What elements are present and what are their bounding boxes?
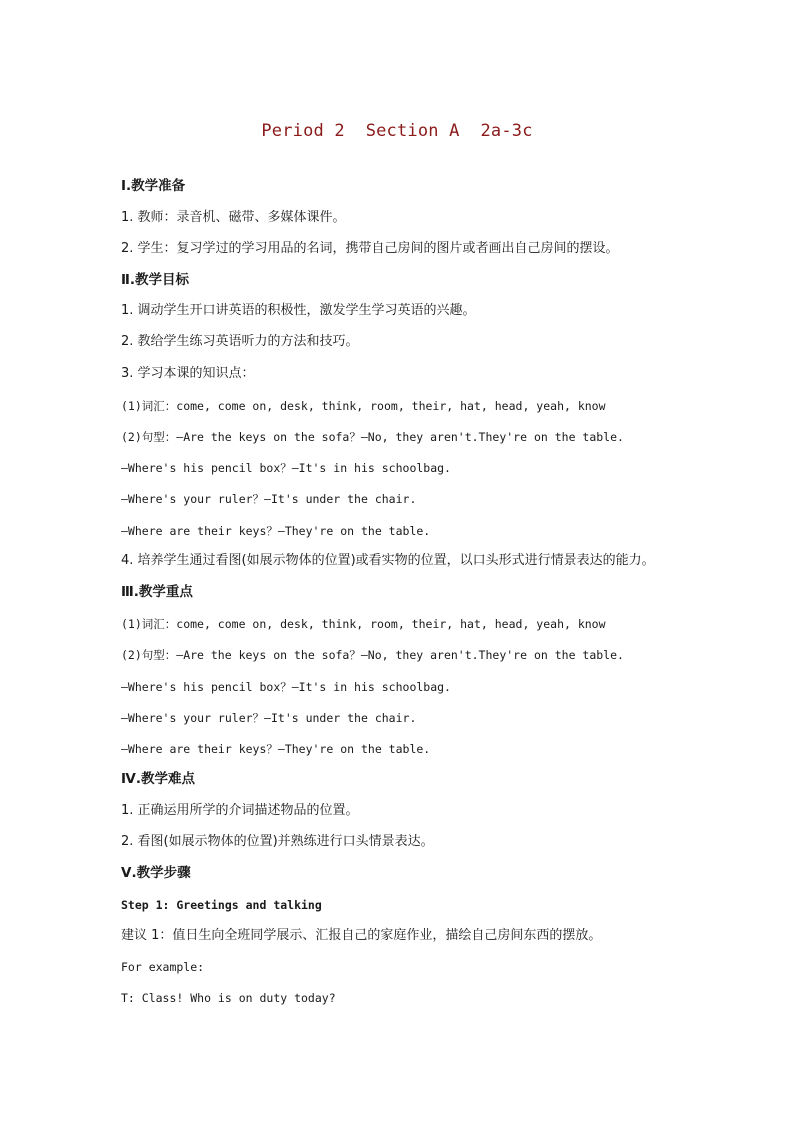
section-heading-key-points: Ⅲ.教学重点 — [121, 584, 193, 600]
steps-for-example: For example: — [121, 960, 205, 974]
section-heading-prep: Ⅰ.教学准备 — [121, 178, 186, 194]
goals-item-2: 2. 教给学生练习英语听力的方法和技巧。 — [121, 334, 359, 349]
difficulties-item-1: 1. 正确运用所学的介词描述物品的位置。 — [121, 803, 359, 818]
goals-item-3: 3. 学习本课的知识点： — [121, 366, 255, 381]
key-sentence-3: —Where's your ruler？—It's under the chair. — [121, 711, 417, 725]
section-heading-goals: Ⅱ.教学目标 — [121, 272, 190, 288]
key-sentence-1: (2)句型：—Are the keys on the sofa？—No, they aren't.They're on the table. — [121, 648, 624, 662]
goals-item-4: 4. 培养学生通过看图(如展示物体的位置)或看实物的位置，以口头形式进行情景表达的能力。 — [121, 553, 655, 568]
document-title: Period 2 Section A 2a-3c — [261, 121, 533, 141]
prep-item-1: 1. 教师：录音机、磁带、多媒体课件。 — [121, 210, 346, 225]
difficulties-item-2: 2. 看图(如展示物体的位置)并熟练进行口头情景表达。 — [121, 834, 434, 849]
prep-item-2: 2. 学生：复习学过的学习用品的名词，携带自己房间的图片或者画出自己房间的摆设。 — [121, 241, 619, 256]
goals-vocab: (1)词汇：come, come on, desk, think, room, their, hat, head, yeah, know — [121, 399, 606, 413]
key-vocab: (1)词汇：come, come on, desk, think, room, their, hat, head, yeah, know — [121, 617, 606, 631]
section-heading-steps: Ⅴ.教学步骤 — [121, 865, 191, 881]
goals-sentence-4: —Where are their keys？—They're on the table. — [121, 524, 431, 538]
key-sentence-2: —Where's his pencil box？—It's in his schoolbag. — [121, 680, 451, 694]
goals-sentence-1: (2)句型：—Are the keys on the sofa？—No, they aren't.They're on the table. — [121, 430, 624, 444]
key-sentence-4: —Where are their keys？—They're on the table. — [121, 742, 431, 756]
steps-suggestion-1: 建议 1：值日生向全班同学展示、汇报自己的家庭作业，描绘自己房间东西的摆放。 — [121, 928, 602, 943]
steps-dialogue-1: T: Class! Who is on duty today? — [121, 991, 336, 1005]
section-heading-difficulties: Ⅳ.教学难点 — [121, 771, 195, 787]
goals-sentence-2: —Where's his pencil box？—It's in his schoolbag. — [121, 461, 451, 475]
goals-item-1: 1. 调动学生开口讲英语的积极性，激发学生学习英语的兴趣。 — [121, 303, 476, 318]
goals-sentence-3: —Where's your ruler？—It's under the chair. — [121, 492, 417, 506]
step-1-title: Step 1: Greetings and talking — [121, 898, 322, 912]
